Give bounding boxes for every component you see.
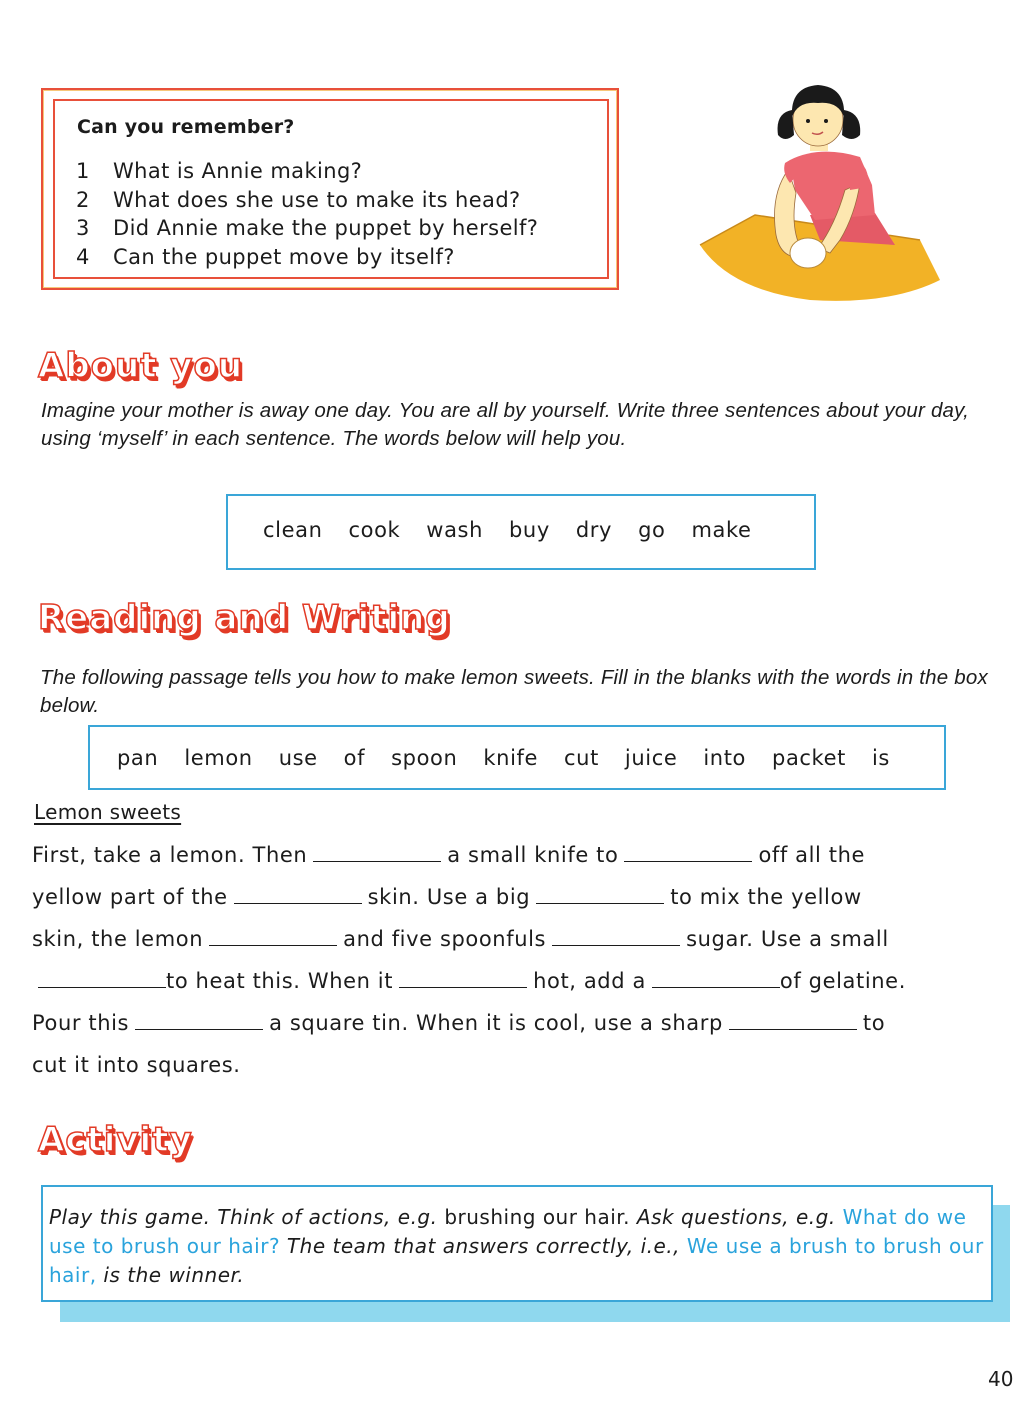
blank-field[interactable] xyxy=(209,925,337,946)
question-number: 4 xyxy=(76,244,90,269)
passage-text: to xyxy=(862,1011,886,1035)
word-item: into xyxy=(703,745,747,770)
blank-field[interactable] xyxy=(552,925,680,946)
word-item: knife xyxy=(483,745,539,770)
blank-field[interactable] xyxy=(135,1009,263,1030)
blank-field[interactable] xyxy=(38,967,166,988)
passage-line xyxy=(32,1006,992,1048)
passage-line xyxy=(32,922,992,964)
question-text: Can the puppet move by itself? xyxy=(113,244,455,269)
fill-in-passage xyxy=(32,838,992,1090)
word-item: is xyxy=(871,745,890,770)
activity-example: brushing our hair. xyxy=(437,1205,631,1229)
remember-title: Can you remember? xyxy=(77,116,295,138)
word-item: packet xyxy=(772,745,846,770)
remember-question-list xyxy=(76,157,538,271)
section-heading-about-you: About you xyxy=(38,346,244,386)
word-item: of xyxy=(343,745,366,770)
passage-text: a square tin. When it is cool, use a sharp xyxy=(269,1011,723,1035)
activity-instruction: Play this game. Think of actions, e.g. xyxy=(49,1205,438,1229)
word-item: pan xyxy=(117,745,159,770)
question-item xyxy=(76,186,538,215)
passage-text: Pour this xyxy=(32,1011,130,1035)
activity-instruction: The team that answers correctly, i.e., xyxy=(280,1234,687,1258)
word-item: cook xyxy=(348,518,401,542)
passage-text: of gelatine. xyxy=(779,969,906,993)
passage-text: off all the xyxy=(758,843,866,867)
section-heading-reading-and-writing: Reading and Writing xyxy=(38,598,451,638)
blank-field[interactable] xyxy=(313,841,441,862)
activity-example-answer: We use a brush to brush our hair, xyxy=(49,1234,984,1287)
word-item: clean xyxy=(263,518,323,542)
passage-text: to heat this. When it xyxy=(166,969,394,993)
about-you-word-box xyxy=(226,494,816,570)
activity-instruction: Ask questions, e.g. xyxy=(630,1205,836,1229)
word-item: juice xyxy=(624,745,678,770)
passage-line xyxy=(32,964,992,1006)
question-text: Did Annie make the puppet by herself? xyxy=(113,216,539,240)
question-text: What is Annie making? xyxy=(113,159,363,183)
word-item: lemon xyxy=(184,745,253,770)
word-item: use xyxy=(278,745,318,770)
section-heading-activity: Activity xyxy=(38,1120,193,1160)
question-number: 3 xyxy=(76,216,90,240)
passage-text: sugar. Use a small xyxy=(686,927,889,951)
blank-field[interactable] xyxy=(624,841,752,862)
blank-field[interactable] xyxy=(536,883,664,904)
passage-text: a small knife to xyxy=(447,843,619,867)
girl-making-puppet-illustration xyxy=(690,65,950,315)
about-you-instructions: Imagine your mother is away one day. You are all by yourself. Write three sentences about your day, using ‘myself’ in each sentence. The words below will help you. xyxy=(41,399,969,450)
word-item: spoon xyxy=(391,745,458,770)
passage-line xyxy=(32,838,992,880)
blank-field[interactable] xyxy=(399,967,527,988)
question-item xyxy=(76,243,538,272)
word-item: cut xyxy=(564,745,599,770)
passage-text: cut it into squares. xyxy=(32,1053,241,1077)
passage-line xyxy=(32,880,992,922)
passage-text: First, take a lemon. Then xyxy=(32,843,308,867)
blank-field[interactable] xyxy=(729,1009,857,1030)
passage-text: skin. Use a big xyxy=(367,885,531,909)
question-item xyxy=(76,157,538,186)
passage-text: and five spoonfuls xyxy=(343,927,547,951)
blank-field[interactable] xyxy=(234,883,362,904)
passage-text: to mix the yellow xyxy=(670,885,862,909)
activity-text xyxy=(49,1203,984,1290)
activity-example-question: What do we use to brush our hair? xyxy=(49,1205,967,1258)
question-item xyxy=(76,214,538,243)
word-item: wash xyxy=(426,518,483,542)
question-number: 2 xyxy=(76,187,90,212)
word-item: make xyxy=(691,518,752,542)
question-text: What does she use to make its head? xyxy=(113,187,521,212)
page-number: 40 xyxy=(988,1367,1014,1391)
question-number: 1 xyxy=(76,159,90,183)
passage-text: yellow part of the xyxy=(32,885,228,909)
word-item: buy xyxy=(509,518,550,542)
passage-text: skin, the lemon xyxy=(32,927,204,951)
passage-line xyxy=(32,1048,992,1090)
word-item: go xyxy=(638,518,666,542)
blank-field[interactable] xyxy=(652,967,780,988)
passage-title: Lemon sweets xyxy=(34,800,182,824)
reading-word-box xyxy=(88,725,946,790)
activity-instruction: is the winner. xyxy=(96,1263,245,1287)
reading-instructions: The following passage tells you how to make lemon sweets. Fill in the blanks with the words in the box below. xyxy=(40,666,988,717)
word-item: dry xyxy=(575,518,613,542)
passage-text: hot, add a xyxy=(533,969,646,993)
